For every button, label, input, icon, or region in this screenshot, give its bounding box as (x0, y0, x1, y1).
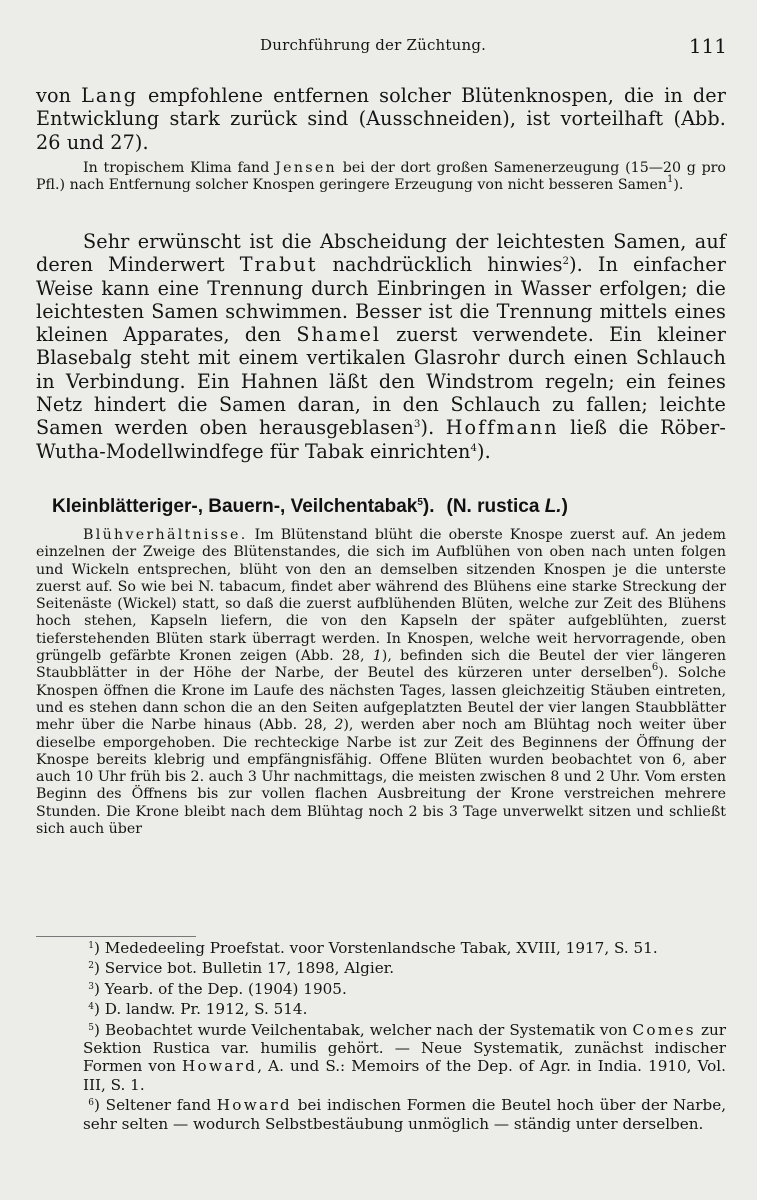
paragraph-3 (36, 230, 726, 463)
section-taxon-end: ) (561, 496, 568, 517)
paragraph-4-text-4: ), werden aber noch am Blühtag noch weiter über dieselbe emporgehoben. Die rechteckige Narbe ist zur Zeit des Beginnens der Öffnung der Knospe bereits klebrig und empfängnisfähig. Offene Blüten wurden beobachtet von 6, aber auch 10 Uhr früh bis 2. auch 3 Uhr nachmittags, die meisten zwischen 8 und 2 Uhr. Vom ersten Beginn des Öffnens bis zur vollen flachen Ausbreitung der Krone verstreichen mehrere Stunden. Die Krone bleibt nach dem Blühtag noch 2 bis 3 Tage unverwelkt sitzen und schließt sich auch über (36, 717, 726, 838)
footnote-5-text-3: , A. und S.: Memoirs of the Dep. of Agr. in India. 1910, Vol. III, S. 1. (83, 1057, 726, 1094)
footnotes (36, 937, 726, 1133)
paragraph-4 (36, 527, 726, 838)
paragraph-2-after: bei der dort großen Samenerzeugung (15—20 g pro Pfl.) nach Entfernung solcher Knospen geringere Erzeugung von nicht besseren Samen (36, 160, 726, 194)
paragraph-3-mid-1: nachdrücklich hinwies (332, 253, 563, 277)
section-heading (52, 494, 726, 520)
footnote-ref-2[interactable]: 2 (562, 256, 570, 268)
person-howard-1: Howard (181, 1057, 258, 1076)
paragraph-2-before: In tropischem Klima fand (83, 160, 270, 176)
paragraph-2-end: ). (673, 177, 684, 194)
section-title-end: ). (422, 496, 435, 517)
figure-ref-2[interactable]: 2 (334, 717, 344, 734)
footnote-5 (36, 1019, 726, 1095)
footnote-2 (36, 957, 726, 977)
footnote-2-number: 2 (88, 961, 94, 972)
paragraph-4-lead: Blühverhältnisse. (83, 527, 248, 543)
running-head (36, 34, 727, 58)
paragraph-4-text-3: ). Solche Knospen öffnen die Krone im Laufe des nächsten Tages, lassen gleichzeitig Stäuben eintreten, und es stehen dann schon die an den Seiten aufgeplatzten Beutel der vier langen Staubblätter mehr über die Narbe hinaus (Abb. 28, (36, 665, 726, 734)
person-jensen: Jensen (275, 160, 337, 176)
paragraph-3-mid-3: zuerst verwendete. Ein kleiner Blasebalg steht mit einem vertikalen Glasrohr durch einen Schlauch in Verbindung. Ein Hahnen läßt den Windstrom regeln; ein feines Netz hindert die Samen daran, in den Schlauch zu fallen; leichte Samen werden oben herausgeblasen (36, 323, 727, 440)
footnote-1-number: 1 (88, 941, 94, 951)
paragraph-3-mid-5: ließ die Röber-Wutha-Modellwindfege für Tabak einrichten (36, 416, 726, 463)
footnote-1 (36, 937, 726, 957)
person-shamel: Shamel (296, 323, 382, 347)
person-howard-2: Howard (216, 1096, 292, 1115)
footnote-4-text: ) D. landw. Pr. 1912, S. 514. (94, 1000, 308, 1019)
paragraph-1-text: empfohlene entfernen solcher Blütenknospen, die in der Entwicklung stark zurück sind (Ausschneiden), ist vorteilhaft (Abb. 26 und 27). (36, 84, 727, 154)
footnote-ref-1[interactable]: 1 (667, 174, 674, 186)
footnote-6-number: 6 (88, 1098, 94, 1109)
person-hoffmann: Hoffmann (445, 416, 559, 440)
footnote-2-text: ) Service bot. Bulletin 17, 1898, Algier. (94, 959, 395, 978)
footnote-3-text: ) Yearb. of the Dep. (1904) 1905. (94, 979, 347, 998)
footnote-ref-3[interactable]: 3 (414, 419, 421, 431)
page-number: 111 (688, 34, 727, 58)
footnote-5-text: ) Beobachtet wurde Veilchentabak, welcher nach der Systematik von (94, 1020, 628, 1039)
person-lang: Lang (81, 84, 138, 107)
footnote-6-text-2: bei indischen Formen die Beutel hoch über der Narbe, sehr selten — wodurch Selbstbestäubung unmöglich — ständig unter derselben. (83, 1096, 727, 1133)
paragraph-3-mid-2: ). In einfacher Weise kann eine Trennung durch Einbringen in Wasser erfolgen; die leichtesten Samen schwimmen. Besser ist die Trennung mittels eines kleinen Apparates, den (36, 253, 726, 347)
footnote-5-text-2: zur Sektion Rustica var. humilis gehört. — Neue Systematik, zunächst indischer Formen von (83, 1020, 727, 1076)
footnote-6-text: ) Seltener fand (94, 1096, 211, 1115)
section-taxon: (N. rustica (446, 496, 540, 517)
footnote-4 (36, 998, 726, 1018)
paragraph-3-mid-4: ). (420, 416, 435, 440)
figure-ref-1[interactable]: 1 (372, 648, 382, 665)
footnote-ref-5[interactable]: 5 (417, 497, 423, 508)
footnote-3-number: 3 (88, 981, 94, 992)
person-comes: Comes (632, 1020, 696, 1039)
footnote-5-number: 5 (88, 1022, 94, 1033)
paragraph-3-end: ). (476, 439, 491, 463)
footnote-ref-4[interactable]: 4 (470, 442, 477, 454)
person-trabut: Trabut (239, 253, 318, 277)
paragraph-1 (36, 84, 726, 154)
running-title: Durchführung der Züchtung. (260, 36, 487, 54)
section-authority: L. (544, 496, 562, 517)
section-title: Kleinblätteriger-, Bauern-, Veilchentabak (52, 496, 418, 517)
footnote-6 (36, 1094, 726, 1133)
footnote-3 (36, 978, 726, 998)
paragraph-1-prefix: von (36, 84, 72, 107)
footnote-4-number: 4 (88, 1002, 94, 1013)
paragraph-3-before: Sehr erwünscht ist die Abscheidung der leichtesten Samen, auf deren Minderwert (36, 230, 726, 277)
paragraph-4-text-2: ), befinden sich die Beutel der vier längeren Staubblätter in der Höhe der Narbe, der Beutel des kürzeren unter derselben (36, 648, 726, 682)
paragraph-4-text-1: Im Blütenstand blüht die oberste Knospe zuerst auf. An jedem einzelnen der Zweige des Blütenstandes, die sich im Aufblühen von oben nach unten folgen und Wickeln entsprechen, blüht von den an demselben sitzenden Knospen je die unterste zuerst auf. So wie bei N. tabacum, findet aber während des Blühens eine starke Streckung der Seitenäste (Wickel) statt, so daß die zuerst aufblühenden Blüten, welche zur Zeit des Blühens hoch stehen, Kapseln liefern, die von den Kapseln der später aufgeblühten, zuerst tieferstehenden Blüten stark überragt werden. In Knospen, welche weit hervorragende, oben grüngelb gefärbte Kronen zeigen (Abb. 28, (36, 527, 726, 665)
footnote-1-text: ) Mededeeling Proefstat. voor Vorstenlandsche Tabak, XVIII, 1917, S. 51. (94, 939, 658, 957)
paragraph-2 (36, 160, 726, 195)
footnote-ref-6[interactable]: 6 (651, 662, 659, 674)
